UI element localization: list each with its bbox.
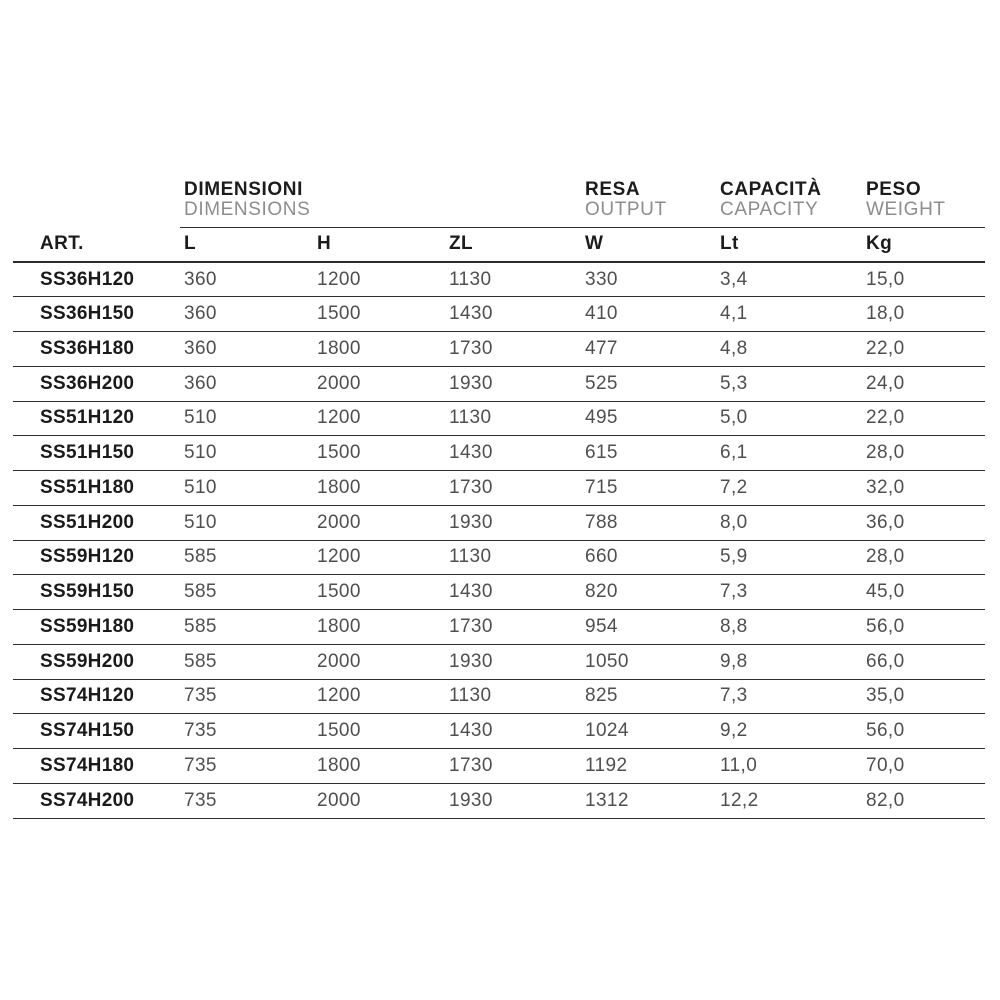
zl-value-cell: 1130 (445, 540, 581, 575)
h-value-cell: 2000 (313, 366, 445, 401)
l-value-cell: 360 (180, 297, 313, 332)
article-cell: SS51H120 (13, 401, 180, 436)
w-value-cell: 825 (581, 679, 716, 714)
group-header-capacity (716, 170, 862, 227)
table-row (13, 332, 985, 367)
article-cell: SS59H150 (13, 575, 180, 610)
w-value-cell: 1312 (581, 783, 716, 818)
zl-value-cell: 1430 (445, 714, 581, 749)
lt-value-cell: 9,2 (716, 714, 862, 749)
l-value-cell: 585 (180, 610, 313, 645)
zl-value-cell: 1430 (445, 297, 581, 332)
kg-value-cell: 56,0 (862, 610, 985, 645)
lt-value-cell: 4,8 (716, 332, 862, 367)
article-cell: SS74H180 (13, 749, 180, 784)
l-value-cell: 585 (180, 575, 313, 610)
zl-value-cell: 1130 (445, 262, 581, 297)
l-value-cell: 360 (180, 332, 313, 367)
column-header-art: ART. (13, 227, 180, 262)
l-value-cell: 735 (180, 783, 313, 818)
h-value-cell: 1800 (313, 610, 445, 645)
table-row (13, 471, 985, 506)
group-subtitle-dimensions: DIMENSIONS (184, 198, 311, 220)
article-cell: SS74H120 (13, 679, 180, 714)
table-row (13, 366, 985, 401)
group-title-resa: RESA (585, 178, 641, 200)
table-row (13, 262, 985, 297)
table-row (13, 540, 985, 575)
article-cell: SS74H150 (13, 714, 180, 749)
group-title-dimensioni: DIMENSIONI (184, 178, 303, 200)
zl-value-cell: 1430 (445, 575, 581, 610)
group-header-weight (862, 170, 985, 227)
group-subtitle-output: OUTPUT (585, 198, 667, 220)
l-value-cell: 585 (180, 540, 313, 575)
w-value-cell: 477 (581, 332, 716, 367)
table-row (13, 575, 985, 610)
l-value-cell: 360 (180, 262, 313, 297)
group-subtitle-weight: WEIGHT (866, 198, 946, 220)
kg-value-cell: 66,0 (862, 644, 985, 679)
column-header-row (13, 227, 985, 262)
kg-value-cell: 45,0 (862, 575, 985, 610)
table-row (13, 436, 985, 471)
h-value-cell: 1500 (313, 436, 445, 471)
zl-value-cell: 1930 (445, 366, 581, 401)
group-header-output (581, 170, 716, 227)
kg-value-cell: 22,0 (862, 401, 985, 436)
w-value-cell: 410 (581, 297, 716, 332)
spec-table (13, 170, 985, 819)
l-value-cell: 510 (180, 505, 313, 540)
w-value-cell: 954 (581, 610, 716, 645)
lt-value-cell: 12,2 (716, 783, 862, 818)
l-value-cell: 360 (180, 366, 313, 401)
kg-value-cell: 28,0 (862, 540, 985, 575)
l-value-cell: 735 (180, 679, 313, 714)
lt-value-cell: 4,1 (716, 297, 862, 332)
kg-value-cell: 36,0 (862, 505, 985, 540)
zl-value-cell: 1930 (445, 783, 581, 818)
table-row (13, 714, 985, 749)
lt-value-cell: 5,9 (716, 540, 862, 575)
article-cell: SS59H120 (13, 540, 180, 575)
spec-table-body (13, 262, 985, 818)
article-cell: SS36H150 (13, 297, 180, 332)
column-header-l: L (180, 227, 313, 262)
w-value-cell: 615 (581, 436, 716, 471)
w-value-cell: 495 (581, 401, 716, 436)
lt-value-cell: 6,1 (716, 436, 862, 471)
w-value-cell: 525 (581, 366, 716, 401)
h-value-cell: 2000 (313, 644, 445, 679)
table-row (13, 297, 985, 332)
h-value-cell: 1800 (313, 332, 445, 367)
kg-value-cell: 22,0 (862, 332, 985, 367)
group-title-capacita: CAPACITÀ (720, 178, 822, 200)
kg-value-cell: 15,0 (862, 262, 985, 297)
w-value-cell: 1192 (581, 749, 716, 784)
zl-value-cell: 1730 (445, 610, 581, 645)
h-value-cell: 1200 (313, 401, 445, 436)
column-header-lt: Lt (716, 227, 862, 262)
kg-value-cell: 82,0 (862, 783, 985, 818)
h-value-cell: 1200 (313, 262, 445, 297)
zl-value-cell: 1130 (445, 401, 581, 436)
zl-value-cell: 1430 (445, 436, 581, 471)
article-cell: SS74H200 (13, 783, 180, 818)
zl-value-cell: 1130 (445, 679, 581, 714)
table-row (13, 401, 985, 436)
l-value-cell: 585 (180, 644, 313, 679)
table-row (13, 783, 985, 818)
h-value-cell: 1800 (313, 749, 445, 784)
w-value-cell: 1050 (581, 644, 716, 679)
table-row (13, 610, 985, 645)
l-value-cell: 510 (180, 471, 313, 506)
article-cell: SS36H120 (13, 262, 180, 297)
lt-value-cell: 7,3 (716, 679, 862, 714)
kg-value-cell: 56,0 (862, 714, 985, 749)
article-cell: SS51H150 (13, 436, 180, 471)
column-header-kg: Kg (862, 227, 985, 262)
w-value-cell: 715 (581, 471, 716, 506)
w-value-cell: 1024 (581, 714, 716, 749)
group-title-peso: PESO (866, 178, 922, 200)
kg-value-cell: 28,0 (862, 436, 985, 471)
w-value-cell: 330 (581, 262, 716, 297)
article-cell: SS36H200 (13, 366, 180, 401)
h-value-cell: 1500 (313, 297, 445, 332)
h-value-cell: 1800 (313, 471, 445, 506)
zl-value-cell: 1730 (445, 749, 581, 784)
column-header-h: H (313, 227, 445, 262)
lt-value-cell: 5,3 (716, 366, 862, 401)
column-header-zl: ZL (445, 227, 581, 262)
zl-value-cell: 1930 (445, 644, 581, 679)
h-value-cell: 1500 (313, 714, 445, 749)
w-value-cell: 788 (581, 505, 716, 540)
article-cell: SS59H200 (13, 644, 180, 679)
table-row (13, 644, 985, 679)
zl-value-cell: 1930 (445, 505, 581, 540)
table-row (13, 679, 985, 714)
lt-value-cell: 8,0 (716, 505, 862, 540)
h-value-cell: 2000 (313, 505, 445, 540)
l-value-cell: 510 (180, 401, 313, 436)
lt-value-cell: 7,3 (716, 575, 862, 610)
zl-value-cell: 1730 (445, 332, 581, 367)
l-value-cell: 735 (180, 714, 313, 749)
spec-sheet (13, 170, 985, 819)
lt-value-cell: 11,0 (716, 749, 862, 784)
table-row (13, 749, 985, 784)
article-cell: SS51H180 (13, 471, 180, 506)
group-header-spacer (13, 170, 180, 227)
h-value-cell: 2000 (313, 783, 445, 818)
kg-value-cell: 24,0 (862, 366, 985, 401)
h-value-cell: 1200 (313, 679, 445, 714)
group-header-row (13, 170, 985, 227)
article-cell: SS59H180 (13, 610, 180, 645)
lt-value-cell: 7,2 (716, 471, 862, 506)
table-row (13, 505, 985, 540)
h-value-cell: 1500 (313, 575, 445, 610)
lt-value-cell: 3,4 (716, 262, 862, 297)
kg-value-cell: 70,0 (862, 749, 985, 784)
article-cell: SS51H200 (13, 505, 180, 540)
h-value-cell: 1200 (313, 540, 445, 575)
article-cell: SS36H180 (13, 332, 180, 367)
lt-value-cell: 9,8 (716, 644, 862, 679)
zl-value-cell: 1730 (445, 471, 581, 506)
w-value-cell: 820 (581, 575, 716, 610)
kg-value-cell: 32,0 (862, 471, 985, 506)
kg-value-cell: 18,0 (862, 297, 985, 332)
group-subtitle-capacity: CAPACITY (720, 198, 819, 220)
l-value-cell: 735 (180, 749, 313, 784)
lt-value-cell: 8,8 (716, 610, 862, 645)
lt-value-cell: 5,0 (716, 401, 862, 436)
l-value-cell: 510 (180, 436, 313, 471)
w-value-cell: 660 (581, 540, 716, 575)
column-header-w: W (581, 227, 716, 262)
group-header-dimensions (180, 170, 581, 227)
kg-value-cell: 35,0 (862, 679, 985, 714)
